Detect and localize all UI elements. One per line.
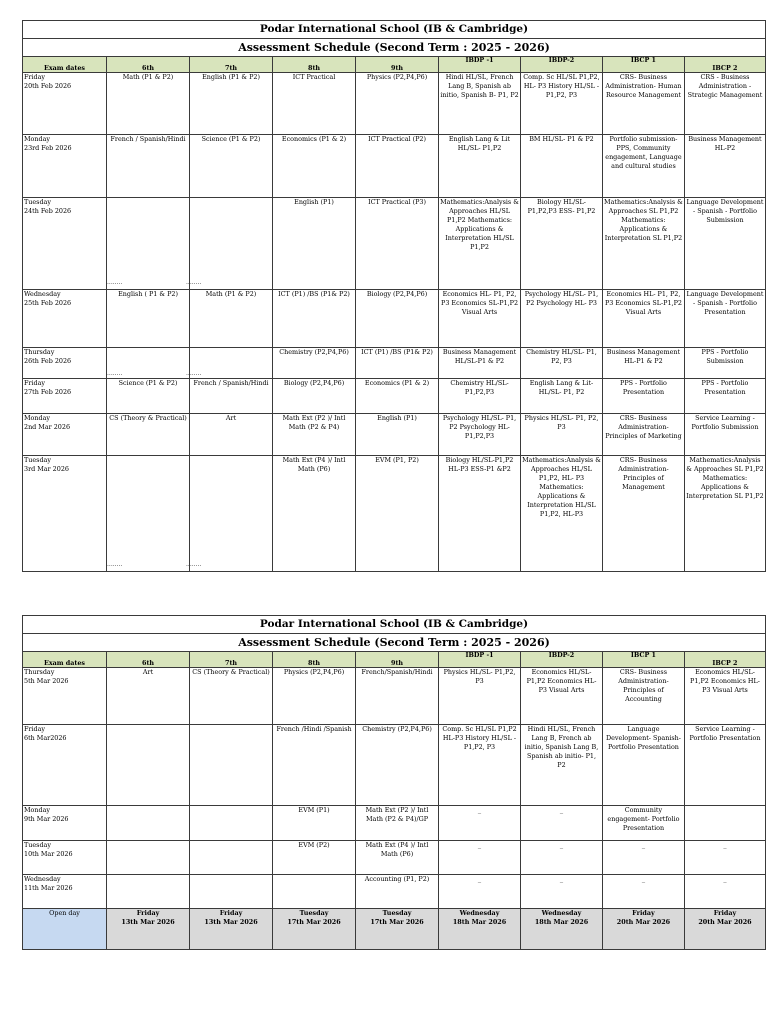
table-row — [23, 73, 766, 135]
open-day-cell-6th — [107, 908, 190, 949]
exam-cell-ibcp-1: CRS- Business Administration- Principles of Marketing — [602, 414, 684, 456]
exam-cell-8th: English (P1) — [273, 198, 356, 290]
dot-mark: ........ — [107, 279, 123, 286]
exam-cell-ibcp-1: CRS- Business Administration- Principles of Management — [602, 456, 684, 572]
exam-day: Tuesday — [24, 456, 51, 464]
header-ibcp-1: IBCP 1 — [602, 57, 684, 73]
exam-cell-8th: Chemistry (P2,P4,P6) — [273, 348, 356, 379]
exam-date-cell — [23, 73, 107, 135]
exam-date: 3rd Mar 2026 — [24, 465, 69, 473]
open-day-row — [23, 908, 766, 949]
schedule-table-1 — [22, 20, 766, 572]
exam-day: Monday — [24, 805, 51, 814]
exam-cell-6th — [107, 840, 190, 874]
exam-cell-ibdp-1: _ — [439, 840, 521, 874]
exam-cell-ibdp-2: _ — [521, 840, 603, 874]
exam-cell-7th: Science (P1 & P2) — [190, 135, 273, 198]
exam-cell-ibdp-1: Physics HL/SL- P1,P2, P3 — [439, 668, 521, 725]
exam-cell-9th: Chemistry (P2,P4,P6) — [356, 725, 439, 805]
exam-cell-ibcp-1: Mathematics:Analysis & Approaches SL P1,P2 Mathematics: Applications & Interpretation SL P1,P2 — [602, 198, 684, 290]
exam-cell-ibcp-2: Business Management HL-P2 — [684, 135, 765, 198]
exam-cell-ibdp-2: Psychology HL/SL- P1, P2 Psychology HL- P3 — [521, 290, 603, 348]
exam-cell-ibcp-1: Community engagement- Portfolio Presentation — [602, 805, 684, 840]
exam-cell-ibdp-2: BM HL/SL- P1 & P2 — [521, 135, 603, 198]
open-day-weekday: Friday — [219, 908, 243, 917]
exam-cell-ibdp-2: _ — [521, 805, 603, 840]
header-8th: 8th — [273, 652, 356, 668]
exam-cell-9th: ICT (P1) /BS (P1& P2) — [356, 348, 439, 379]
exam-date-cell — [23, 805, 107, 840]
exam-day: Friday — [24, 73, 46, 81]
exam-date-cell — [23, 456, 107, 572]
exam-cell-8th: French /Hindi /Spanish — [273, 725, 356, 805]
open-day-label: Open day — [23, 908, 107, 949]
open-day-cell-9th — [356, 908, 439, 949]
exam-day: Tuesday — [24, 840, 51, 849]
exam-cell-ibcp-1: CRS- Business Administration- Human Resource Management — [602, 73, 684, 135]
open-day-weekday: Wednesday — [459, 908, 500, 917]
table-row — [23, 840, 766, 874]
schedule-title: Assessment Schedule (Second Term : 2025 - 2026) — [23, 39, 766, 57]
open-day-cell-ibcp-1 — [602, 908, 684, 949]
open-day-date: 20th Mar 2026 — [698, 917, 752, 926]
exam-cell-ibcp-2: PPS - Portfolio Submission — [684, 348, 765, 379]
exam-date-cell — [23, 348, 107, 379]
header-ibdp-1: IBDP -1 — [439, 652, 521, 668]
open-day-weekday: Wednesday — [541, 908, 582, 917]
exam-cell-ibdp-2: Hindi HL/SL, French Lang B, French ab initio, Spanish Lang B, Spanish ab initio- P1, P2 — [521, 725, 603, 805]
exam-date: 6th Mar2026 — [24, 734, 67, 743]
open-day-date: 13th Mar 2026 — [121, 917, 175, 926]
exam-cell-8th: ICT Practical — [273, 73, 356, 135]
header-exam-dates: Exam dates — [23, 57, 107, 73]
table-row — [23, 725, 766, 805]
exam-cell-8th: EVM (P1) — [273, 805, 356, 840]
exam-cell-9th: Math Ext (P2 )/ Intl Math (P2 & P4)/GP — [356, 805, 439, 840]
header-ibcp-1: IBCP 1 — [602, 652, 684, 668]
dot-mark: ........ — [186, 370, 202, 377]
open-day-weekday: Tuesday — [299, 908, 329, 917]
exam-cell-7th — [190, 840, 273, 874]
open-day-date: 13th Mar 2026 — [204, 917, 258, 926]
header-9th: 9th — [356, 652, 439, 668]
header-6th: 6th — [107, 57, 190, 73]
open-day-cell-ibdp-2 — [521, 908, 603, 949]
table-row — [23, 456, 766, 572]
exam-cell-9th: ICT Practical (P2) — [356, 135, 439, 198]
open-day-weekday: Friday — [713, 908, 737, 917]
exam-day: Friday — [24, 379, 46, 387]
open-day-weekday: Tuesday — [382, 908, 412, 917]
exam-cell-8th — [273, 874, 356, 908]
exam-cell-ibcp-1: Language Development- Spanish- Portfolio Presentation — [602, 725, 684, 805]
exam-cell-8th: Physics (P2,P4,P6) — [273, 668, 356, 725]
exam-cell-ibcp-1: _ — [602, 874, 684, 908]
open-day-cell-ibdp-1 — [439, 908, 521, 949]
exam-cell-ibdp-1: English Lang & Lit HL/SL- P1,P2 — [439, 135, 521, 198]
exam-cell-ibdp-1: Hindi HL/SL, French Lang B, Spanish ab initio, Spanish B- P1, P2 — [439, 73, 521, 135]
exam-date: 10th Mar 2026 — [24, 849, 73, 858]
exam-cell-ibcp-2 — [684, 805, 765, 840]
exam-cell-7th: CS (Theory & Practical) — [190, 668, 273, 725]
exam-cell-9th: ICT Practical (P3) — [356, 198, 439, 290]
exam-cell-9th: Math Ext (P4 )/ Intl Math (P6) — [356, 840, 439, 874]
exam-cell-6th: CS (Theory & Practical) — [107, 414, 190, 456]
open-day-cell-7th — [190, 908, 273, 949]
exam-cell-ibcp-1: Business Management HL-P1 & P2 — [602, 348, 684, 379]
exam-cell-6th: Art — [107, 668, 190, 725]
exam-date-cell — [23, 874, 107, 908]
header-6th: 6th — [107, 652, 190, 668]
header-ibcp-2: IBCP 2 — [684, 652, 765, 668]
exam-cell-ibdp-2: Comp. Sc HL/SL P1,P2, HL- P3 History HL/SL - P1,P2, P3 — [521, 73, 603, 135]
exam-date: 2nd Mar 2026 — [24, 423, 71, 431]
exam-date: 27th Feb 2026 — [24, 388, 72, 396]
exam-cell-7th — [190, 874, 273, 908]
exam-date-cell — [23, 379, 107, 414]
exam-date-cell — [23, 668, 107, 725]
exam-cell-9th: English (P1) — [356, 414, 439, 456]
exam-cell-9th: EVM (P1, P2) — [356, 456, 439, 572]
exam-cell-ibdp-2: English Lang & Lit- HL/SL- P1, P2 — [521, 379, 603, 414]
exam-cell-6th — [107, 805, 190, 840]
exam-cell-6th: Science (P1 & P2) — [107, 379, 190, 414]
open-day-date: 17th Mar 2026 — [370, 917, 424, 926]
exam-cell-ibdp-2: Economics HL/SL- P1,P2 Economics HL- P3 Visual Arts — [521, 668, 603, 725]
exam-cell-6th — [107, 725, 190, 805]
exam-cell-7th: Math (P1 & P2) — [190, 290, 273, 348]
school-name: Podar International School (IB & Cambridge) — [23, 21, 766, 39]
table-row — [23, 805, 766, 840]
exam-cell-7th — [190, 348, 273, 379]
exam-cell-7th — [190, 805, 273, 840]
exam-cell-ibdp-1: Biology HL/SL-P1,P2 HL-P3 ESS-P1 &P2 — [439, 456, 521, 572]
schedule-table-2 — [22, 615, 766, 950]
exam-cell-8th: Math Ext (P2 )/ Intl Math (P2 & P4) — [273, 414, 356, 456]
school-name: Podar International School (IB & Cambridge) — [23, 616, 766, 634]
table-row — [23, 379, 766, 414]
exam-cell-ibdp-2: Physics HL/SL- P1, P2, P3 — [521, 414, 603, 456]
exam-cell-ibcp-1: PPS - Portfolio Presentation — [602, 379, 684, 414]
exam-cell-7th: French / Spanish/Hindi — [190, 379, 273, 414]
header-9th: 9th — [356, 57, 439, 73]
exam-day: Thursday — [24, 348, 55, 356]
table-row — [23, 348, 766, 379]
exam-cell-8th: Economics (P1 & 2) — [273, 135, 356, 198]
exam-date-cell — [23, 414, 107, 456]
exam-date-cell — [23, 840, 107, 874]
table-row — [23, 135, 766, 198]
exam-cell-ibcp-2: _ — [684, 874, 765, 908]
exam-cell-8th: EVM (P2) — [273, 840, 356, 874]
exam-cell-ibcp-2: _ — [684, 840, 765, 874]
open-day-weekday: Friday — [632, 908, 655, 917]
exam-cell-ibdp-1: Psychology HL/SL- P1, P2 Psychology HL- P1,P2,P3 — [439, 414, 521, 456]
header-ibdp-2: IBDP-2 — [521, 57, 603, 73]
exam-cell-ibdp-1: _ — [439, 805, 521, 840]
header-7th: 7th — [190, 652, 273, 668]
exam-cell-ibcp-2: PPS - Portfolio Presentation — [684, 379, 765, 414]
exam-day: Monday — [24, 414, 51, 422]
exam-cell-6th — [107, 198, 190, 290]
exam-cell-ibdp-2: Mathematics:Analysis & Approaches HL/SL P1,P2, HL- P3 Mathematics: Applications & Interpretation HL/SL P1,P2, HL-P3 — [521, 456, 603, 572]
header-exam-dates: Exam dates — [23, 652, 107, 668]
exam-cell-7th: Art — [190, 414, 273, 456]
table-row — [23, 668, 766, 725]
table-row — [23, 874, 766, 908]
dot-mark: ........ — [107, 561, 123, 568]
header-row — [23, 652, 766, 668]
table-row — [23, 198, 766, 290]
exam-cell-ibdp-1: Economics HL- P1, P2, P3 Economics SL-P1,P2 Visual Arts — [439, 290, 521, 348]
exam-day: Wednesday — [24, 290, 61, 298]
dot-mark: ........ — [186, 279, 202, 286]
exam-day: Tuesday — [24, 198, 51, 206]
exam-cell-8th: ICT (P1) /BS (P1& P2) — [273, 290, 356, 348]
exam-cell-6th: English ( P1 & P2) — [107, 290, 190, 348]
exam-cell-9th: Biology (P2,P4,P6) — [356, 290, 439, 348]
exam-cell-9th: Accounting (P1, P2) — [356, 874, 439, 908]
header-row — [23, 57, 766, 73]
exam-cell-ibcp-2: Service Learning - Portfolio Presentation — [684, 725, 765, 805]
exam-date: 24th Feb 2026 — [24, 207, 72, 215]
table-row — [23, 414, 766, 456]
exam-cell-ibdp-1: Business Management HL/SL-P1 & P2 — [439, 348, 521, 379]
exam-date: 11th Mar 2026 — [24, 883, 73, 892]
open-day-cell-ibcp-2 — [684, 908, 765, 949]
exam-cell-6th: French / Spanish/Hindi — [107, 135, 190, 198]
dot-mark: ........ — [186, 561, 202, 568]
header-ibdp-2: IBDP-2 — [521, 652, 603, 668]
open-day-date: 20th Mar 2026 — [616, 917, 671, 926]
exam-cell-ibcp-1: CRS- Business Administration- Principles of Accounting — [602, 668, 684, 725]
exam-cell-9th: Physics (P2,P4,P6) — [356, 73, 439, 135]
exam-cell-ibdp-2: Chemistry HL/SL- P1, P2, P3 — [521, 348, 603, 379]
header-7th: 7th — [190, 57, 273, 73]
exam-date: 5th Mar 2026 — [24, 677, 69, 686]
exam-date-cell — [23, 198, 107, 290]
exam-cell-ibcp-2: Economics HL/SL- P1,P2 Economics HL- P3 Visual Arts — [684, 668, 765, 725]
open-day-date: 18th Mar 2026 — [534, 917, 589, 926]
exam-cell-ibcp-2: Language Development - Spanish - Portfolio Presentation — [684, 290, 765, 348]
exam-date: 25th Feb 2026 — [24, 299, 72, 307]
exam-cell-9th: Economics (P1 & 2) — [356, 379, 439, 414]
exam-cell-6th: Math (P1 & P2) — [107, 73, 190, 135]
exam-day: Friday — [24, 725, 46, 734]
dot-mark: ........ — [107, 370, 123, 377]
exam-cell-ibcp-2: Mathematics:Analysis & Approaches SL P1,P2 Mathematics: Applications & Interpretation SL P1,P2 — [684, 456, 765, 572]
exam-cell-7th — [190, 456, 273, 572]
exam-cell-8th: Biology (P2,P4,P6) — [273, 379, 356, 414]
exam-cell-ibdp-1: Comp. Sc HL/SL P1,P2 HL-P3 History HL/SL - P1,P2, P3 — [439, 725, 521, 805]
exam-cell-ibdp-2: _ — [521, 874, 603, 908]
exam-cell-ibcp-2: CRS - Business Administration - Strategic Management — [684, 73, 765, 135]
exam-cell-7th — [190, 725, 273, 805]
exam-cell-ibdp-2: Biology HL/SL- P1,P2,P3 ESS- P1,P2 — [521, 198, 603, 290]
exam-cell-ibdp-1: Mathematics:Analysis & Approaches HL/SL P1,P2 Mathematics: Applications & Interpretation HL/SL P1,P2 — [439, 198, 521, 290]
exam-cell-ibcp-1: Economics HL- P1, P2, P3 Economics SL-P1,P2 Visual Arts — [602, 290, 684, 348]
exam-cell-ibcp-1: Portfolio submission- PPS, Community engagement, Language and cultural studies — [602, 135, 684, 198]
open-day-date: 18th Mar 2026 — [452, 917, 507, 926]
header-ibdp-1: IBDP -1 — [439, 57, 521, 73]
exam-cell-ibcp-2: Service Learning - Portfolio Submission — [684, 414, 765, 456]
exam-date: 26th Feb 2026 — [24, 357, 72, 365]
exam-date-cell — [23, 725, 107, 805]
schedule-title: Assessment Schedule (Second Term : 2025 - 2026) — [23, 634, 766, 652]
exam-cell-7th — [190, 198, 273, 290]
exam-cell-7th: English (P1 & P2) — [190, 73, 273, 135]
exam-day: Thursday — [24, 668, 55, 677]
exam-date-cell — [23, 135, 107, 198]
header-ibcp-2: IBCP 2 — [684, 57, 765, 73]
exam-cell-6th — [107, 874, 190, 908]
exam-date: 9th Mar 2026 — [24, 814, 69, 823]
exam-cell-8th: Math Ext (P4 )/ Intl Math (P6) — [273, 456, 356, 572]
exam-date: 20th Feb 2026 — [24, 82, 72, 90]
exam-date: 23rd Feb 2026 — [24, 144, 72, 152]
exam-cell-ibdp-1: Chemistry HL/SL- P1,P2,P3 — [439, 379, 521, 414]
exam-date-cell — [23, 290, 107, 348]
exam-day: Wednesday — [24, 874, 61, 883]
exam-cell-9th: French/Spanish/Hindi — [356, 668, 439, 725]
exam-cell-ibdp-1: _ — [439, 874, 521, 908]
open-day-weekday: Friday — [136, 908, 160, 917]
exam-cell-ibcp-2: Language Development - Spanish - Portfolio Submission — [684, 198, 765, 290]
open-day-cell-8th — [273, 908, 356, 949]
open-day-date: 17th Mar 2026 — [287, 917, 341, 926]
header-8th: 8th — [273, 57, 356, 73]
exam-cell-6th — [107, 456, 190, 572]
table-row — [23, 290, 766, 348]
exam-day: Monday — [24, 135, 51, 143]
exam-cell-ibcp-1: _ — [602, 840, 684, 874]
